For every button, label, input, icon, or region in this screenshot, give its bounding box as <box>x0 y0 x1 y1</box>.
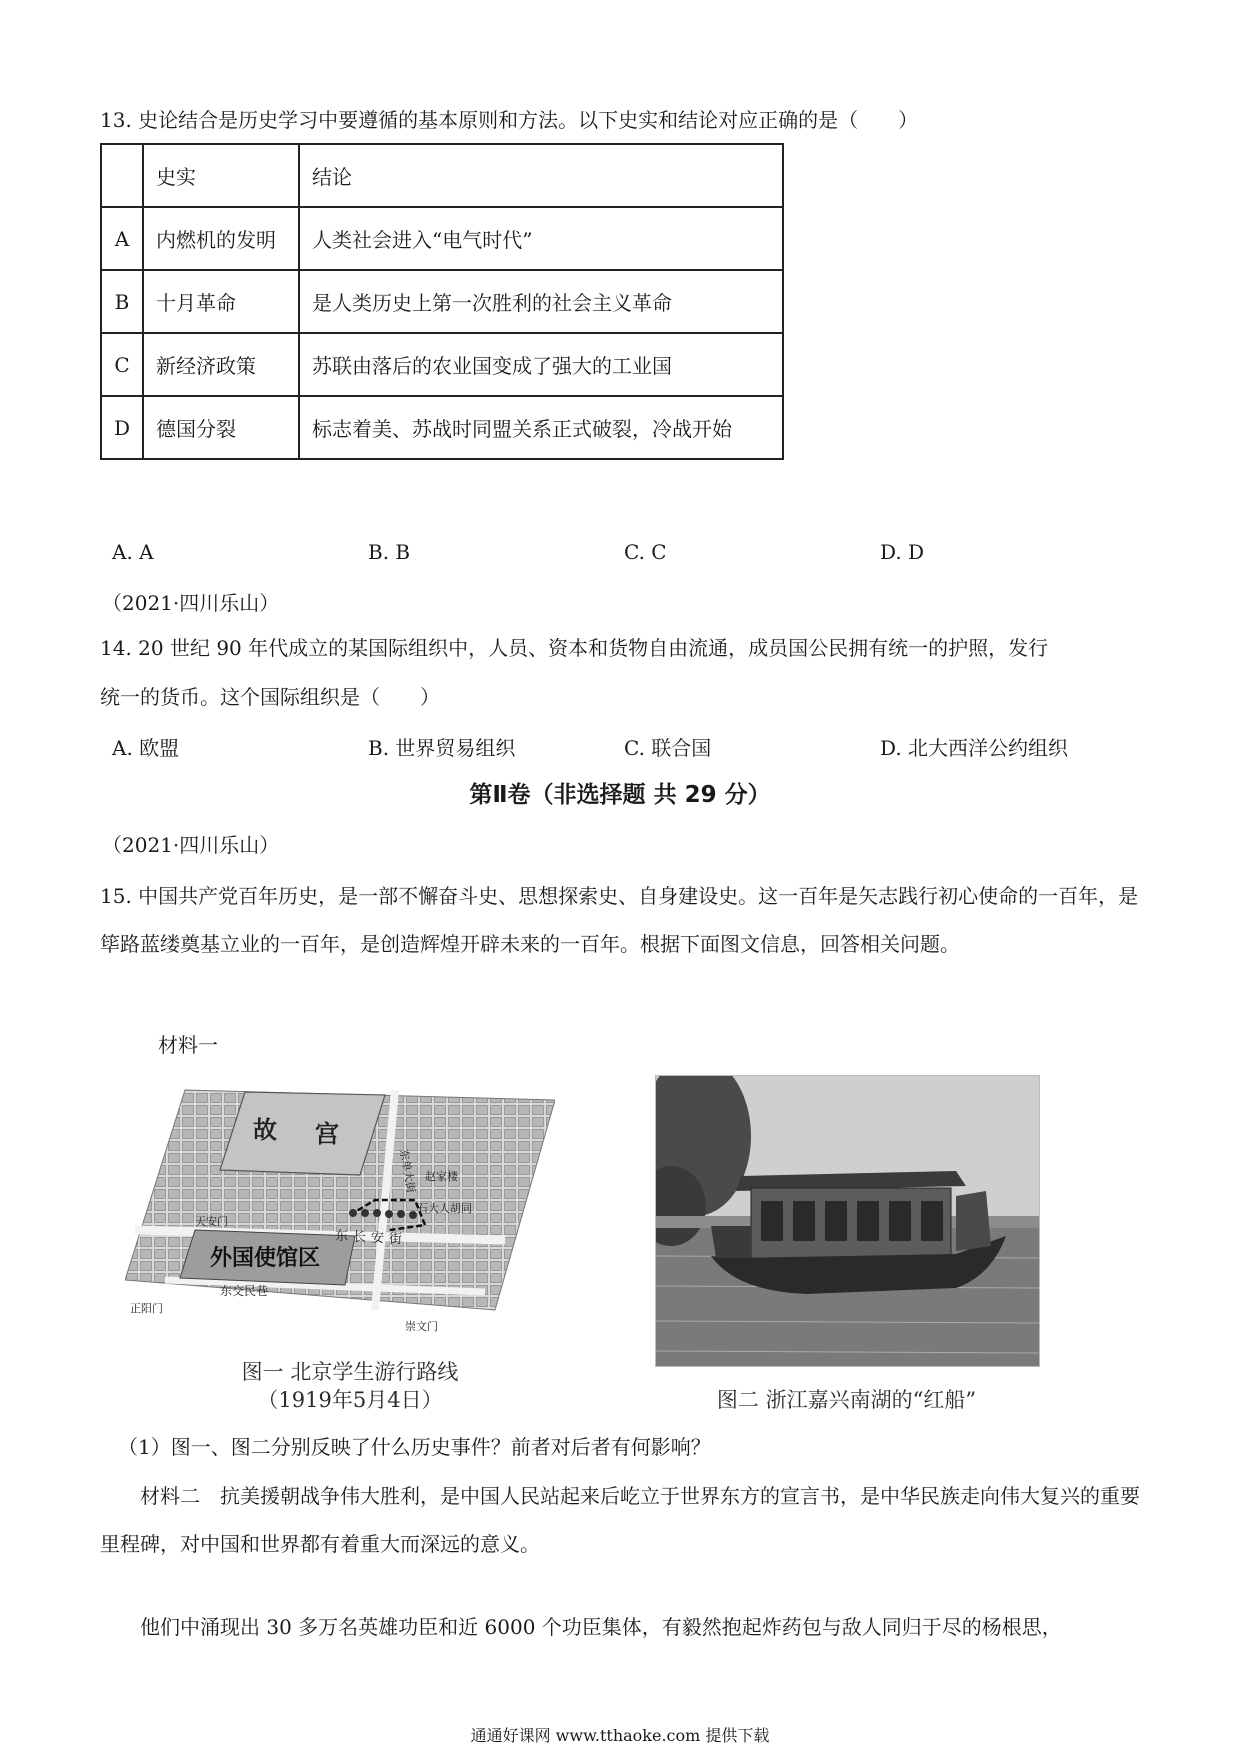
table-row <box>101 396 783 459</box>
figure2-caption: 图二 浙江嘉兴南湖的“红船” <box>716 1388 977 1412</box>
row-conclusion: 苏联由落后的农业国变成了强大的工业国 <box>299 333 783 396</box>
q14-stem-line1: 14. 20 世纪 90 年代成立的某国际组织中，人员、资本和货物自由流通，成员国公民拥有统一的护照，发行 <box>100 636 1049 660</box>
material2-continuation: 他们中涌现出 30 多万名英雄功臣和近 6000 个功臣集体，有毅然抱起炸药包与敌人同归于尽的杨根思， <box>140 1615 1062 1639</box>
row-fact: 内燃机的发明 <box>143 207 299 270</box>
map-label-legation: 外国使馆区 <box>210 1246 321 1271</box>
map-label-dong: 东 <box>335 1229 349 1244</box>
q14-option-c[interactable]: C. 联合国 <box>624 736 712 760</box>
row-label: D <box>101 396 143 459</box>
q13-table <box>100 143 784 460</box>
row-conclusion: 人类社会进入“电气时代” <box>299 207 783 270</box>
q15-stem: 15. 中国共产党百年历史，是一部不懈奋斗史、思想探索史、自身建设史。这一百年是矢志践行初心使命的一百年，是筚路蓝缕奠基立业的一百年，是创造辉煌开辟未来的一百年。根据下面图文信息，回答相关问题。 <box>100 884 1139 956</box>
q15-sub1: （1）图一、图二分别反映了什么历史事件？前者对后者有何影响？ <box>118 1435 711 1459</box>
row-label: C <box>101 333 143 396</box>
q13-option-d[interactable]: D. D <box>880 540 925 564</box>
material2-text <box>100 1472 1140 1568</box>
map-label-zhaojialou: 赵家楼 <box>425 1170 458 1183</box>
table-row <box>101 333 783 396</box>
q13-option-a[interactable]: A. A <box>112 540 154 564</box>
map-label-chang: 长 <box>353 1230 367 1245</box>
row-conclusion: 标志着美、苏战时同盟关系正式破裂，冷战开始 <box>299 396 783 459</box>
map-label-shidaren: 石大人胡同 <box>417 1202 472 1215</box>
q14-option-d[interactable]: D. 北大西洋公约组织 <box>880 736 1069 760</box>
section-title: 第Ⅱ卷（非选择题 共 29 分） <box>469 782 771 808</box>
map-label-tiananmen: 天安门 <box>195 1215 228 1228</box>
red-boat-photo <box>656 1076 1039 1366</box>
map-label-an: 安 <box>371 1231 385 1246</box>
map-label-dongjiaominxiang: 东交民巷 <box>220 1284 269 1298</box>
q14-source: （2021·四川乐山） <box>102 591 280 615</box>
row-fact: 德国分裂 <box>143 396 299 459</box>
q15-source: （2021·四川乐山） <box>102 833 280 857</box>
table-header-conclusion: 结论 <box>299 144 783 207</box>
page-footer: 通通好课网 www.tthaoke.com 提供下载 <box>470 1726 770 1745</box>
figure1-caption-line1: 图一 北京学生游行路线 <box>241 1360 459 1384</box>
q13-stem: 13. 史论结合是历史学习中要遵循的基本原则和方法。以下史实和结论对应正确的是（ ） <box>100 108 919 132</box>
table-header-fact: 史实 <box>143 144 299 207</box>
row-label: A <box>101 207 143 270</box>
material2-body: 材料二 抗美援朝战争伟大胜利，是中国人民站起来后屹立于世界东方的宣言书，是中华民族走向伟大复兴的重要里程碑，对中国和世界都有着重大而深远的意义。 <box>100 1484 1140 1556</box>
q13-option-b[interactable]: B. B <box>368 540 411 564</box>
figure2-photo <box>655 1075 1040 1367</box>
q14-stem-line2: 统一的货币。这个国际组织是（ ） <box>100 685 440 709</box>
q13-option-c[interactable]: C. C <box>624 540 667 564</box>
map-label-gu: 故 <box>253 1116 277 1144</box>
q14-option-b[interactable]: B. 世界贸易组织 <box>368 736 516 760</box>
table-row <box>101 207 783 270</box>
table-header-row <box>101 144 783 207</box>
map-label-jie: 街 <box>389 1232 403 1247</box>
row-conclusion: 是人类历史上第一次胜利的社会主义革命 <box>299 270 783 333</box>
map-label-gong: 宫 <box>315 1120 339 1148</box>
material1-label: 材料一 <box>158 1033 218 1057</box>
map-illustration <box>125 1080 555 1340</box>
figure1-caption-line2: （1919年5月4日） <box>257 1388 443 1412</box>
table-row <box>101 270 783 333</box>
row-fact: 十月革命 <box>143 270 299 333</box>
row-fact: 新经济政策 <box>143 333 299 396</box>
map-label-chongwenmen: 崇文门 <box>405 1320 438 1333</box>
map-label-dongdan: 东单大街 <box>397 1148 418 1194</box>
figure1-map <box>125 1080 555 1340</box>
table-cell-empty <box>101 144 143 207</box>
row-label: B <box>101 270 143 333</box>
q14-option-a[interactable]: A. 欧盟 <box>112 736 180 760</box>
map-label-zhengyangmen: 正阳门 <box>130 1302 163 1315</box>
